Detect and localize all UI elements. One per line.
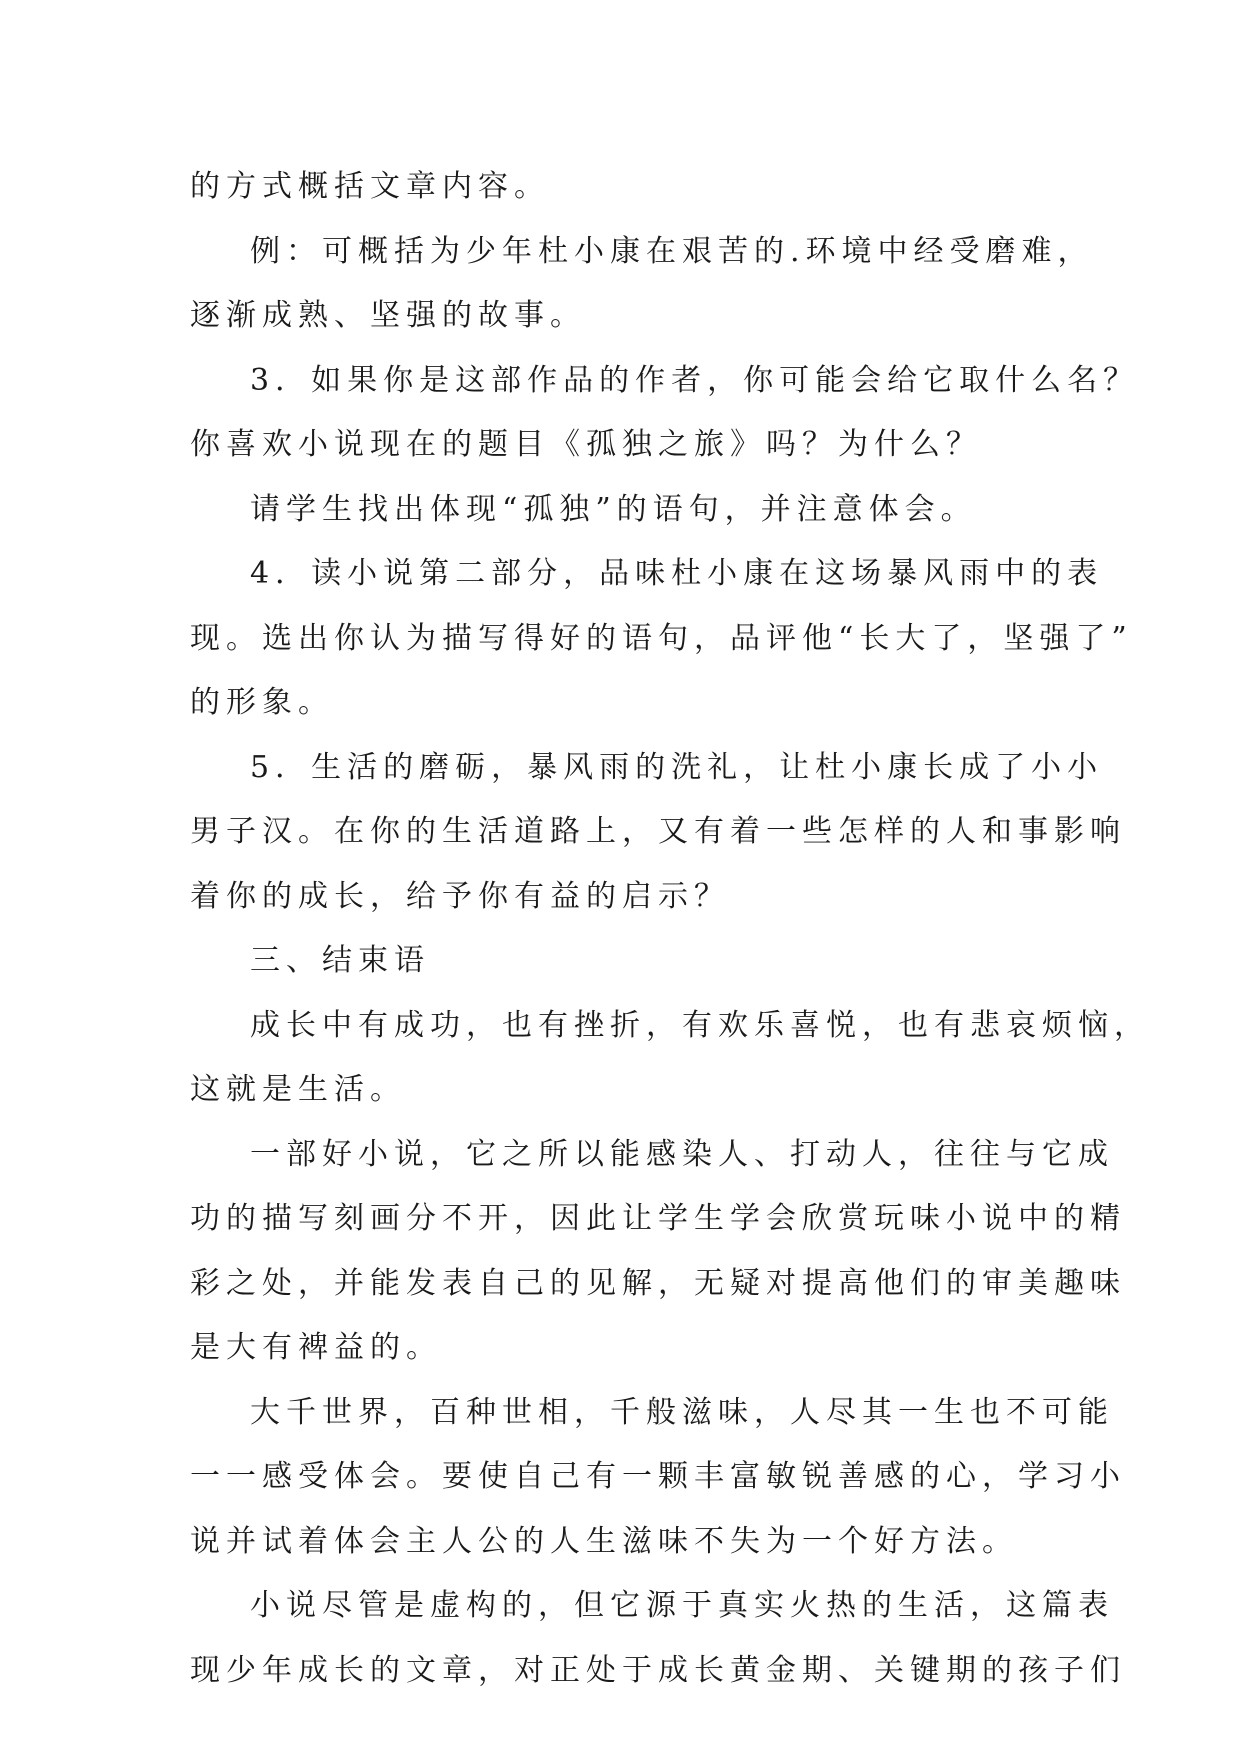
text-line: 4．读小说第二部分，品味杜小康在这场暴风雨中的表 [250,556,1104,591]
text-line: 现少年成长的文章，对正处于成长黄金期、关键期的孩子们 [190,1652,1126,1688]
text-line: 彩之处，并能发表自己的见解，无疑对提高他们的审美趣味 [190,1265,1126,1301]
text-line: 5．生活的磨砺，暴风雨的洗礼，让杜小康长成了小小 [250,749,1104,785]
document-body [190,155,1150,1703]
section-heading: 三、结束语 [250,943,430,978]
text-line: 请学生找出体现“孤独”的语句，并注意体会。 [250,491,977,527]
text-line: 逐渐成熟、坚强的故事。 [190,298,586,333]
text-line: 的方式概括文章内容。 [190,169,550,204]
text-line: 男子汉。在你的生活道路上，又有着一些怎样的人和事影响 [190,814,1126,849]
text-line: 是大有裨益的。 [190,1330,442,1365]
text-line: 一一感受体会。要使自己有一颗丰富敏锐善感的心，学习小 [190,1459,1126,1494]
text-line: 一部好小说，它之所以能感染人、打动人，往往与它成 [250,1136,1114,1172]
text-line: 你喜欢小说现在的题目《孤独之旅》吗？为什么？ [190,427,982,462]
text-line: 这就是生活。 [190,1072,406,1107]
text-line: 小说尽管是虚构的，但它源于真实火热的生活，这篇表 [250,1588,1114,1623]
text-line: 成长中有成功，也有挫折，有欢乐喜悦，也有悲哀烦恼， [250,1007,1150,1043]
text-line: 现。选出你认为描写得好的语句，品评他“长大了，坚强了” [190,620,1133,656]
text-line: 3．如果你是这部作品的作者，你可能会给它取什么名？ [250,362,1140,398]
text-line: 着你的成长，给予你有益的启示？ [190,878,730,914]
text-line: 大千世界，百种世相，千般滋味，人尽其一生也不可能 [250,1394,1114,1430]
text-line: 说并试着体会主人公的人生滋味不失为一个好方法。 [190,1523,1018,1559]
text-line: 功的描写刻画分不开，因此让学生学会欣赏玩味小说中的精 [190,1201,1126,1236]
text-line: 的形象。 [190,685,334,720]
text-line: 例：可概括为少年杜小康在艰苦的.环境中经受磨难， [250,233,1094,269]
